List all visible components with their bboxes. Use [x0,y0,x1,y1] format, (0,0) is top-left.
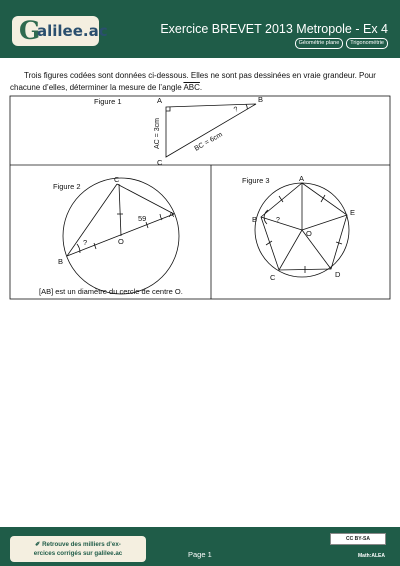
figure3-angle-mark: ? [276,217,280,224]
figure2-note: [AB] est un diamètre du cercle de centre O. [39,287,183,296]
figure3-radius-ob [261,217,302,230]
angle-abc: $\overline{ABC}$ [183,83,200,92]
figure1-label-c: C [157,158,163,167]
figure2-chord-bc [67,184,117,256]
promo-line-2: ercices corrigés sur galilee.ac [33,550,123,557]
exercise-title: Exercice BREVET 2013 Metropole - Ex 4 [160,22,388,36]
figure3-radius-oc [279,230,302,270]
figure2-label-o: O [118,237,124,246]
figure1-side-ac: AC = 3cm [154,118,161,149]
logo-letter: G [19,16,41,45]
mathalea-brand: Math:ALEA [358,553,385,559]
figure3-label-a: A [299,174,305,183]
logo-text: alilee.ac [37,22,108,40]
page-number: Page 1 [188,550,212,559]
promo-banner[interactable] [10,536,146,562]
statement-end: . [199,83,203,92]
figure1-caption: Figure 1 [94,97,122,106]
license-badge: CC BY-SA [330,533,386,545]
figure1-label-b: B [258,95,264,104]
figure2-radius-oc [119,184,121,236]
figure2-angle-mark: ? [83,238,88,247]
tag-geometrie[interactable]: Géométrie plane [295,38,344,49]
figure2-caption: Figure 2 [53,182,81,191]
figure3-label-b: B [252,215,258,224]
figure1-triangle [166,104,256,157]
figure3-radius-oe [302,215,347,230]
figure1-side-bc: BC = 6cm [193,131,224,153]
statement-text: Trois figures codées sont données ci-dessous. Elles ne sont pas dessinées en vraie grandeur. Pour chacune d’elles, déterminer la mesure de l’angle [10,71,376,92]
promo-line-1: ✐ Retrouve des milliers d’ex- [35,541,121,548]
figure2-label-a: A [169,210,175,219]
figure2-label-b: B [58,257,64,266]
figure1-angle-mark: ? [232,105,240,114]
figures-frame [10,96,390,299]
figure3-label-o: O [306,229,312,238]
figure2-angle-value: 59 [138,214,147,223]
figure3-label-d: D [335,270,341,279]
figure3-caption: Figure 3 [242,176,270,185]
figure2-tick-ob [94,243,96,249]
figure3-label-e: E [350,208,356,217]
footer-bar [0,527,400,566]
tag-trigonometrie[interactable]: Trigonométrie [346,38,388,49]
figure1-angle-arc [246,104,247,109]
figure1-label-a: A [157,96,163,105]
figure2-label-c: C [114,175,120,184]
figure3-label-c: C [270,273,276,282]
figure1-right-angle [166,107,170,111]
